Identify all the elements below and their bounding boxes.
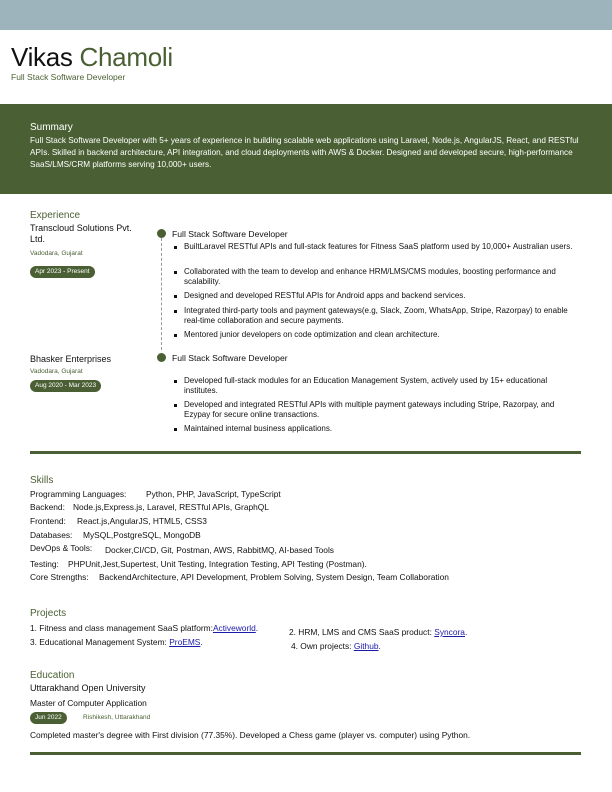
skill-value: PHPUnit,Jest,Supertest, Unit Testing, Integration Testing, API Testing (Postman). (68, 559, 367, 569)
project-item-4 (291, 641, 381, 652)
timeline-dot-1 (157, 229, 166, 238)
project-end: . (200, 637, 203, 647)
project-link-github[interactable]: Github (353, 641, 379, 651)
skill-value: MySQL,PostgreSQL, MongoDB (83, 530, 201, 540)
job-1-location: Vadodara, Gujarat (30, 250, 83, 257)
project-link-activeworld[interactable]: Activeworld (212, 623, 256, 633)
timeline-line (161, 238, 162, 350)
education-school: Uttarakhand Open University (30, 683, 146, 693)
section-divider (30, 752, 581, 755)
project-end: . (378, 641, 381, 651)
project-text: 3. Educational Management System: (30, 637, 167, 647)
project-end: . (464, 627, 468, 637)
candidate-name (11, 42, 173, 72)
job-1-role: Full Stack Software Developer (172, 229, 288, 239)
project-link-proems[interactable]: ProEMS (169, 637, 201, 647)
skill-value: Docker,CI/CD, Git, Postman, AWS, RabbitMQ, AI-based Tools (105, 545, 334, 555)
section-divider (30, 451, 581, 454)
projects-heading: Projects (30, 608, 67, 619)
list-item: Developed and integrated RESTful APIs with multiple payment gateways including Stripe, Razorpay, and Ezypay for secure online transactions. (184, 400, 579, 420)
education-heading: Education (30, 670, 75, 681)
summary-heading: Summary (30, 122, 73, 133)
project-text: 2. HRM, LMS and CMS SaaS product: (289, 627, 432, 637)
list-item: Integrated third-party tools and payment gateways(e.g, Slack, Zoom, WhatsApp, Stripe, Razorpay) to enable real-time collaboration and secure payments. (184, 306, 579, 326)
timeline-dot-2 (157, 353, 166, 362)
job-2-dates: Aug 2020 - Mar 2023 (30, 380, 101, 392)
skill-label: Frontend: (30, 516, 66, 526)
skill-value: React.js,AngularJS, HTML5, CSS3 (77, 516, 207, 526)
project-end: . (255, 623, 259, 633)
top-banner (0, 0, 612, 30)
project-item-1 (30, 623, 258, 634)
list-item: Mentored junior developers on code optimization and clean architecture. (184, 330, 579, 340)
job-2-location: Vadodara, Gujarat (30, 368, 83, 375)
skill-label: Core Strengths: (30, 572, 89, 582)
job-title: Full Stack Software Developer (11, 72, 126, 82)
job-2-company: Bhasker Enterprises (30, 354, 112, 364)
education-description: Completed master's degree with First division (77.35%). Developed a Chess game (player vs. computer) using Python. (30, 730, 471, 740)
skills-heading: Skills (30, 475, 54, 486)
education-date: Jun 2022 (30, 712, 67, 724)
experience-heading: Experience (30, 210, 81, 221)
skill-label: Programming Languages: (30, 489, 127, 499)
skill-label: DevOps & Tools: (30, 543, 93, 553)
job-2-role: Full Stack Software Developer (172, 353, 288, 363)
summary-text: Full Stack Software Developer with 5+ years of experience in building scalable web applications using Laravel, Node.js, AngularJS, React, and RESTful APIs. Skilled in backend architecture, API integration, and cloud deployments with AWS & Docker. Designed and developed secure, high-performance SaaS/LMS/CRM platforms serving 10,000+ users. (30, 136, 579, 169)
job-1-company: Transcloud Solutions Pvt. Ltd. (30, 223, 132, 244)
project-text: 4. Own projects: (291, 641, 352, 651)
summary-section (0, 104, 612, 194)
project-text: 1. Fitness and class management SaaS platform: (30, 623, 213, 633)
project-item-3 (30, 637, 203, 648)
education-degree: Master of Computer Application (30, 698, 147, 708)
last-name: Chamoli (79, 42, 173, 72)
skill-value: Node.js,Express.js, Laravel, RESTful APIs, GraphQL (73, 502, 269, 512)
skill-label: Databases: (30, 530, 73, 540)
job-1-dates: Apr 2023 - Present (30, 266, 95, 278)
education-location: Rishikesh, Uttarakhand (83, 714, 151, 721)
list-item: Developed full-stack modules for an Education Management System, actively used by 15+ educational institutes. (184, 376, 579, 396)
project-item-2 (289, 627, 467, 638)
project-link-syncora[interactable]: Syncora (434, 627, 465, 637)
skill-value: Python, PHP, JavaScript, TypeScript (146, 489, 281, 499)
list-item: Maintained internal business applications. (184, 424, 579, 434)
list-item: BuiltLaravel RESTful APIs and full-stack features for Fitness SaaS platform used by 10,000+ Australian users. (184, 242, 579, 252)
list-item: Designed and developed RESTful APIs for Android apps and backend services. (184, 291, 579, 301)
skill-value: BackendArchitecture, API Development, Problem Solving, System Design, Team Collaboration (99, 572, 449, 582)
skill-label: Testing: (30, 559, 59, 569)
first-name: Vikas (11, 42, 73, 72)
list-item: Collaborated with the team to develop and enhance HRM/LMS/CMS modules, boosting performance and scalability. (184, 267, 579, 287)
skill-label: Backend: (30, 502, 65, 512)
